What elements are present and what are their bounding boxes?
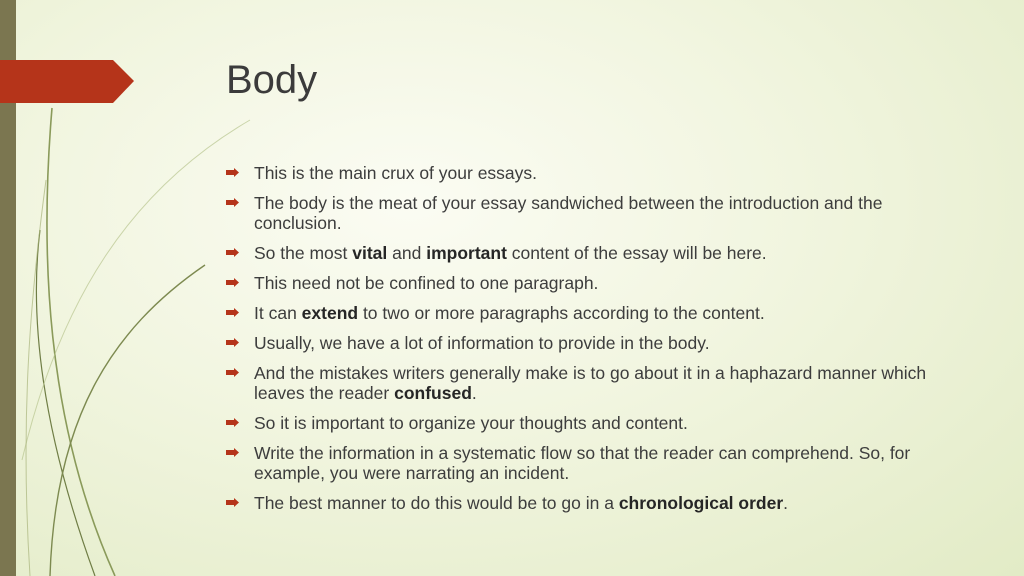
text-run: Usually, we have a lot of information to provide in the body.	[254, 333, 710, 353]
bold-text: confused	[394, 383, 472, 403]
arrow-bullet-icon	[226, 248, 239, 257]
text-run: and	[387, 243, 427, 263]
bullet-text	[254, 413, 688, 433]
bullet-item	[226, 443, 971, 483]
bullet-text	[254, 193, 882, 233]
bullet-item	[226, 303, 971, 323]
bullet-text	[254, 493, 788, 513]
text-run: So it is important to organize your thoughts and content.	[254, 413, 688, 433]
arrow-bullet-icon	[226, 338, 239, 347]
bold-text: important	[426, 243, 507, 263]
bullet-text	[254, 243, 767, 263]
bullet-text	[254, 363, 926, 403]
bullet-text	[254, 333, 710, 353]
text-run: This need not be confined to one paragraph.	[254, 273, 599, 293]
text-run: And the mistakes writers generally make is to go about it in a haphazard manner which leaves the reader	[254, 363, 927, 403]
text-run: So the most	[254, 243, 353, 263]
bullet-item	[226, 333, 971, 353]
text-run: .	[783, 493, 789, 513]
bullet-item	[226, 363, 971, 403]
bullet-item	[226, 413, 971, 433]
bullet-text	[254, 163, 537, 183]
bullet-item	[226, 193, 971, 233]
arrow-bullet-icon	[226, 418, 239, 427]
slide-title: Body	[226, 58, 318, 102]
bullet-text	[254, 303, 765, 323]
text-run: .	[471, 383, 477, 403]
bullet-text	[254, 443, 910, 483]
text-run: This is the main crux of your essays.	[254, 163, 538, 183]
text-run: It can	[254, 303, 302, 323]
arrow-bullet-icon	[226, 368, 239, 377]
arrow-bullet-icon	[226, 448, 239, 457]
text-run: The body is the meat of your essay sandwiched between the introduction and the conclusion.	[254, 193, 883, 233]
text-run: content of the essay will be here.	[506, 243, 767, 263]
bold-text: vital	[352, 243, 388, 263]
text-run: to two or more paragraphs according to the content.	[358, 303, 765, 323]
bullet-item	[226, 243, 971, 263]
arrow-bullet-icon	[226, 198, 239, 207]
bold-text: extend	[301, 303, 359, 323]
bullet-item	[226, 163, 971, 183]
bold-text: chronological order	[618, 493, 784, 513]
arrow-bullet-icon	[226, 168, 239, 177]
arrow-bullet-icon	[226, 498, 239, 507]
text-run: The best manner to do this would be to go in a	[254, 493, 619, 513]
arrow-bullet-icon	[226, 278, 239, 287]
arrow-bullet-icon	[226, 308, 239, 317]
text-run: Write the information in a systematic flow so that the reader can comprehend. So, for example, you were narrating an incident.	[254, 443, 911, 483]
bullet-item	[226, 273, 971, 293]
bullet-list	[226, 163, 971, 523]
title-accent-tab	[0, 60, 134, 103]
bullet-text	[254, 273, 598, 293]
bullet-item	[226, 493, 971, 513]
